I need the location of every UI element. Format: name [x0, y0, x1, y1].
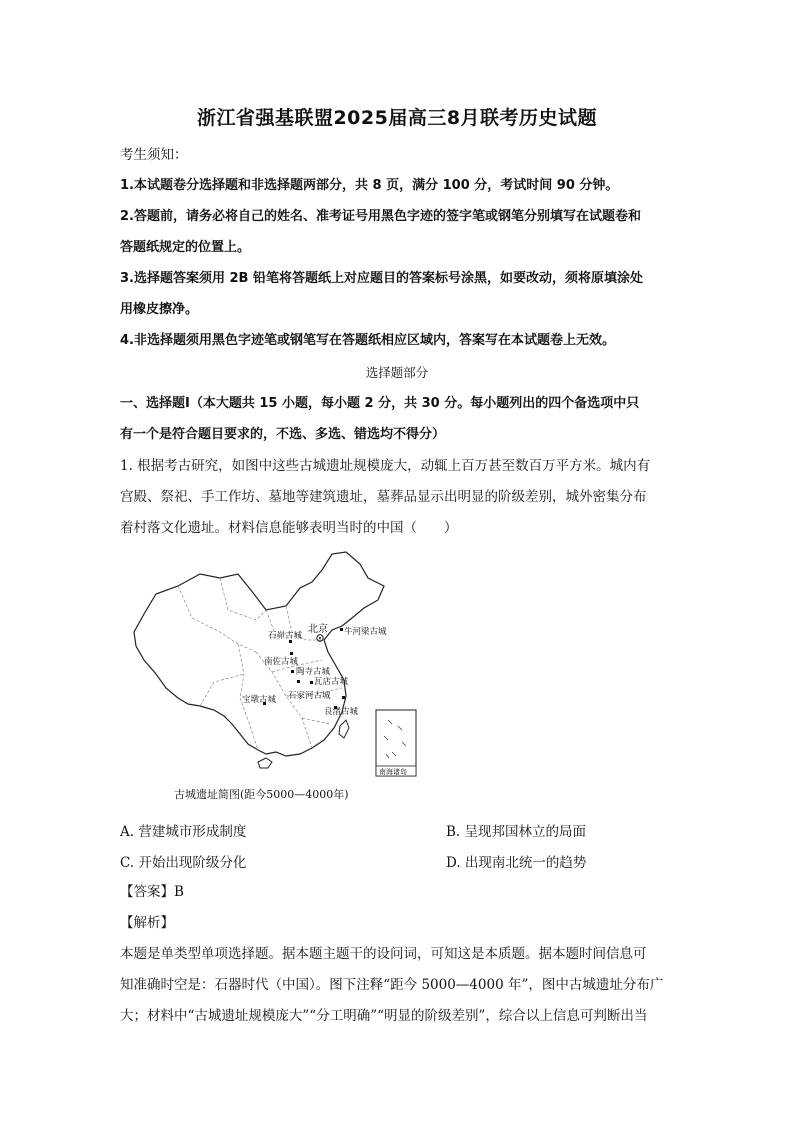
part1-instruction: 有一个是符合题目要求的，不选、多选、错选均不得分） — [120, 427, 446, 442]
notice-heading: 考生须知： — [120, 147, 188, 163]
notice-item: 1.本试题卷分选择题和非选择题两部分，共 8 页，满分 100 分，考试时间 90 分钟。 — [120, 178, 619, 193]
city-marker — [342, 696, 345, 699]
option-b: B. 呈现邦国林立的局面 — [446, 824, 587, 840]
question1-stem: 1. 根据考古研究，如图中这些古城遗址规模庞大，动辄上百万甚至数百万平方米。城内有 — [120, 458, 651, 474]
taiwan-island — [339, 720, 349, 738]
analysis-heading: 【解析】 — [120, 915, 174, 931]
map-label: 宝墩古城 — [242, 694, 277, 704]
city-marker — [340, 628, 343, 631]
analysis-text: 本题是单类型单项选择题。据本题主题干的设问词，可知这是本质题。据本题时间信息可 — [120, 946, 647, 962]
ancient-city-map — [116, 548, 418, 806]
part1-instruction: 一、选择题Ⅰ（本大题共 15 小题，每小题 2 分，共 30 分。每小题列出的四个备选项中只 — [120, 396, 640, 411]
notice-item: 3.选择题答案须用 2B 铅笔将答题纸上对应题目的答案标号涂黑，如要改动，须将原填涂处 — [120, 271, 643, 286]
hainan-island — [258, 758, 272, 768]
map-label: 瓦店古城 — [314, 676, 349, 686]
map-label: 牛河梁古城 — [344, 626, 387, 636]
map-label: 石峁古城 — [268, 630, 303, 640]
notice-item: 用橡皮擦净。 — [120, 302, 199, 317]
notice-item: 4.非选择题须用黑色字迹笔或钢笔写在答题纸相应区域内，答案写在本试题卷上无效。 — [120, 333, 615, 348]
city-marker — [297, 680, 300, 683]
document-title: 浙江省强基联盟2025届高三8月联考历史试题 — [196, 107, 598, 129]
section-title: 选择题部分 — [365, 365, 429, 380]
option-a: A. 营建城市形成制度 — [120, 824, 247, 840]
map-caption: 古城遗址简图(距今5000—4000年) — [174, 788, 349, 801]
map-label-beijing: 北京 — [308, 624, 328, 635]
option-c: C. 开始出现阶级分化 — [120, 855, 247, 871]
map-label: 石家河古城 — [288, 690, 331, 700]
notice-item: 2.答题前，请务必将自己的姓名、准考证号用黑色字迹的签字笔或钢笔分别填写在试题卷和 — [120, 209, 641, 224]
china-map — [116, 548, 418, 784]
map-label: 陶寺古城 — [296, 666, 331, 676]
city-marker — [289, 640, 292, 643]
city-marker — [290, 652, 293, 655]
city-marker — [291, 670, 294, 673]
option-d: D. 出现南北统一的趋势 — [446, 855, 587, 871]
question1-stem: 宫殿、祭祀、手工作坊、墓地等建筑遗址，墓葬品显示出明显的阶级差别，城外密集分布 — [120, 489, 647, 505]
question1-stem: 着村落文化遗址。材料信息能够表明当时的中国（ ） — [120, 520, 458, 536]
analysis-text: 大；材料中“古城遗址规模庞大”“分工明确”“明显的阶级差别”，综合以上信息可判断出当 — [120, 1008, 648, 1024]
map-label-nanhai: 南海诸岛 — [379, 769, 407, 776]
answer: 【答案】B — [120, 884, 184, 900]
map-label: 南佐古城 — [264, 656, 299, 666]
notice-item: 答题纸规定的位置上。 — [120, 240, 251, 255]
city-marker — [310, 681, 313, 684]
map-label: 良渚古城 — [324, 706, 359, 716]
analysis-text: 知准确时空是：石器时代（中国）。图下注释“距今 5000—4000 年”，图中古城遗址分布广 — [120, 977, 664, 993]
